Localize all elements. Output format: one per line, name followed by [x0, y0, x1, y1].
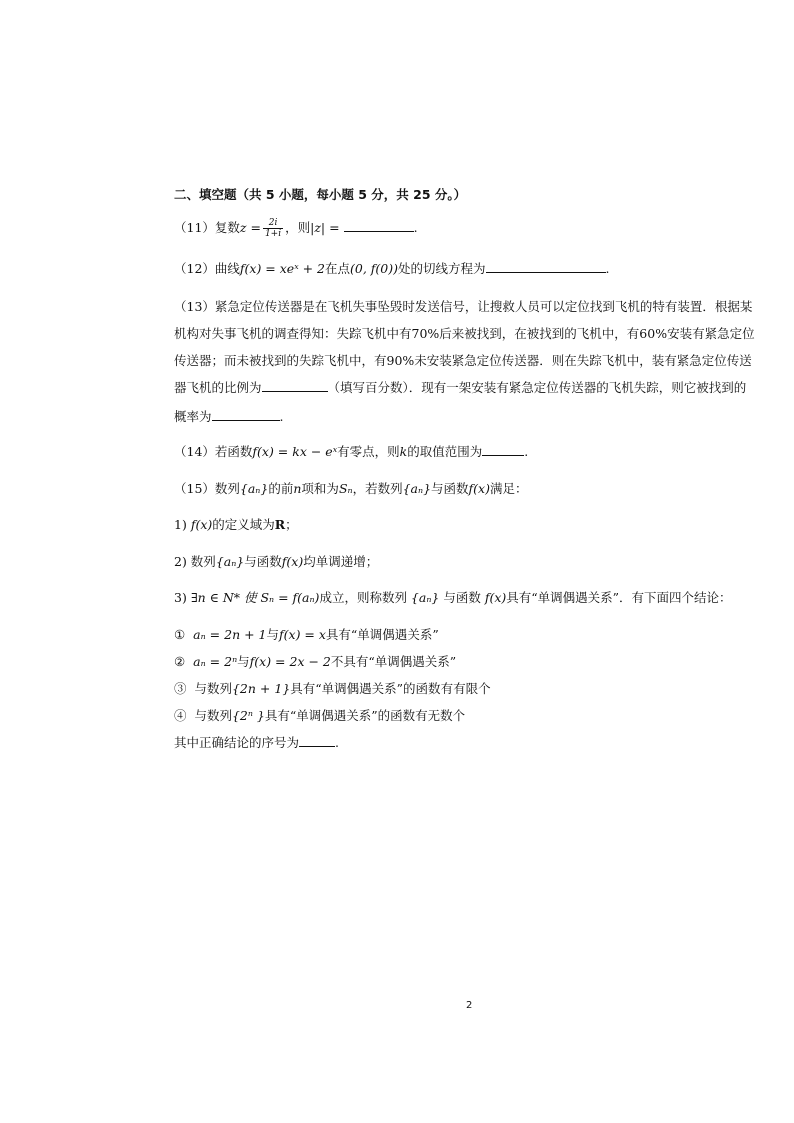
q15-final-a: 其中正确结论的序号为 — [174, 735, 300, 750]
q15-c1-end: 具有“单调偶遇关系” — [325, 627, 439, 642]
q13-line5-b: . — [279, 409, 284, 424]
q15-conclusion-2 — [174, 654, 456, 670]
q15-fx-3: f(x) — [281, 554, 304, 569]
q12-point: (0, f(0)) — [350, 261, 399, 276]
q15-fx-2: f(x) — [190, 517, 213, 532]
q14-suffix: 的取值范围为 — [407, 444, 483, 459]
q14-end: . — [524, 444, 529, 459]
q15-intro-d: ，若数列 — [352, 481, 403, 496]
q12-end: . — [605, 261, 610, 276]
question-14 — [174, 444, 528, 460]
q15-condition-2 — [174, 554, 378, 570]
q15-intro-a: （15）数列 — [174, 481, 240, 496]
q15-cond3-a: 3) — [174, 590, 191, 605]
q11-answer-blank[interactable] — [344, 220, 414, 232]
q15-an-1: {aₙ} — [239, 481, 269, 496]
q12-suffix: 处的切线方程为 — [398, 261, 486, 276]
q11-mid: ，则 — [285, 220, 311, 235]
q12-prefix: （12）曲线 — [174, 261, 240, 276]
q15-c3-mark: ③ — [174, 681, 187, 696]
q15-final-b: . — [335, 735, 339, 750]
q15-n: n — [293, 481, 302, 496]
q13-line-2: 机构对失事飞机的调查得知：失踪飞机中有70%后来被找到，在被找到的飞机中，有60%安装有紧急定位 — [174, 326, 755, 341]
q15-cond2-a: 2) 数列 — [174, 554, 216, 569]
page-number: 2 — [466, 1000, 473, 1011]
q15-fx-4: f(x) — [484, 590, 507, 605]
q13-answer-blank-2[interactable] — [212, 409, 280, 421]
q12-mid: 在点 — [325, 261, 351, 276]
question-12 — [174, 261, 610, 277]
q15-c2-math2: f(x) = 2x − 2 — [249, 654, 331, 669]
q15-c4-mark: ④ — [174, 708, 187, 723]
q15-intro-f: 满足： — [489, 481, 528, 496]
q12-func: f(x) = xeˣ + 2 — [239, 261, 326, 276]
q13-line4-b: （填写百分数）．现有一架安装有紧急定位传送器的飞机失踪，则它被找到的 — [327, 380, 747, 395]
q13-line5-a: 概率为 — [174, 409, 212, 424]
q15-c3-end: 具有“单调偶遇关系”的函数有有限个 — [290, 681, 491, 696]
q14-prefix: （14）若函数 — [174, 444, 253, 459]
q15-intro-e: 与函数 — [431, 481, 469, 496]
q15-sn: Sₙ — [338, 481, 353, 496]
q15-c3-a: 与数列 — [194, 681, 232, 696]
q15-conclusion-4 — [174, 708, 465, 724]
question-11 — [174, 218, 418, 239]
q15-cond2-b: 与函数 — [244, 554, 282, 569]
q14-mid: 有零点，则 — [337, 444, 400, 459]
q15-answer-blank[interactable] — [299, 735, 335, 747]
q15-c1-mid: 与 — [266, 627, 280, 642]
q15-c1-mark: ① — [174, 627, 186, 642]
q15-intro-b: 的前 — [268, 481, 294, 496]
section-heading: 二、填空题（共 5 小题，每小题 5 分，共 25 分。） — [174, 187, 467, 202]
q15-condition-1 — [174, 517, 298, 533]
q11-prefix: （11）复数 — [174, 220, 240, 235]
q15-cond3-exists: ∃n ∈ N* 使 Sₙ = f(aₙ) — [190, 590, 320, 605]
q15-c4-a: 与数列 — [194, 708, 232, 723]
q15-condition-3 — [174, 590, 732, 606]
q15-intro — [174, 481, 528, 497]
q13-line4-a: 器飞机的比例为 — [174, 380, 262, 395]
q15-cond3-b: 成立，则称数列 — [319, 590, 411, 605]
q13-line-1: （13）紧急定位传送器是在飞机失事坠毁时发送信号，让搜救人员可以定位找到飞机的特有装置．根据某 — [174, 299, 753, 314]
q15-c4-end: 具有“单调偶遇关系”的函数有无数个 — [264, 708, 466, 723]
q13-line-4 — [174, 380, 746, 396]
q12-answer-blank[interactable] — [486, 261, 606, 273]
q15-c2-end: 不具有“单调偶遇关系” — [330, 654, 457, 669]
q15-cond2-c: 均单调递增； — [303, 554, 379, 569]
q13-line-5 — [174, 409, 284, 425]
q15-fx-1: f(x) — [468, 481, 490, 496]
q15-an-2: {aₙ} — [402, 481, 432, 496]
q15-intro-c: 项和为 — [301, 481, 339, 496]
q11-z: z = — [239, 220, 261, 235]
q15-c1-math2: f(x) = x — [279, 627, 326, 642]
q14-func: f(x) = kx − eˣ — [252, 444, 338, 459]
q15-c3-math: {2n + 1} — [231, 681, 291, 696]
q15-final — [174, 735, 339, 751]
q15-conclusion-1 — [174, 627, 439, 643]
q14-answer-blank[interactable] — [482, 444, 524, 456]
q11-fraction — [263, 218, 283, 239]
q15-c2-math1: aₙ = 2ⁿ — [193, 654, 238, 669]
q13-answer-blank-1[interactable] — [262, 380, 328, 392]
q15-cond1-b: 的定义域为 — [212, 517, 275, 532]
q11-frac-num: 2i — [263, 218, 283, 229]
q15-an-3: {aₙ} — [215, 554, 245, 569]
q11-frac-den: 1+i — [264, 229, 282, 239]
q11-abs: |z| = — [310, 220, 340, 235]
q15-c2-mark: ② — [174, 654, 186, 669]
q15-c4-math: {2ⁿ } — [231, 708, 265, 723]
q15-cond3-d: 具有“单调偶遇关系”．有下面四个结论： — [506, 590, 732, 605]
q15-cond1-R: R — [274, 517, 286, 532]
q14-k: k — [399, 444, 408, 459]
q15-c1-math1: aₙ = 2n + 1 — [193, 627, 267, 642]
q15-an-4: {aₙ} — [410, 590, 440, 605]
q15-cond1-c: ； — [285, 517, 298, 532]
q15-c2-mid: 与 — [237, 654, 250, 669]
q15-cond1-a: 1) — [174, 517, 191, 532]
q11-end: . — [413, 220, 418, 235]
q15-cond3-c: 与函数 — [439, 590, 485, 605]
q15-conclusion-3 — [174, 681, 491, 697]
q13-line-3: 传送器；而未被找到的失踪飞机中，有90%未安装紧急定位传送器．则在失踪飞机中，装有紧急定位传送 — [174, 353, 752, 368]
